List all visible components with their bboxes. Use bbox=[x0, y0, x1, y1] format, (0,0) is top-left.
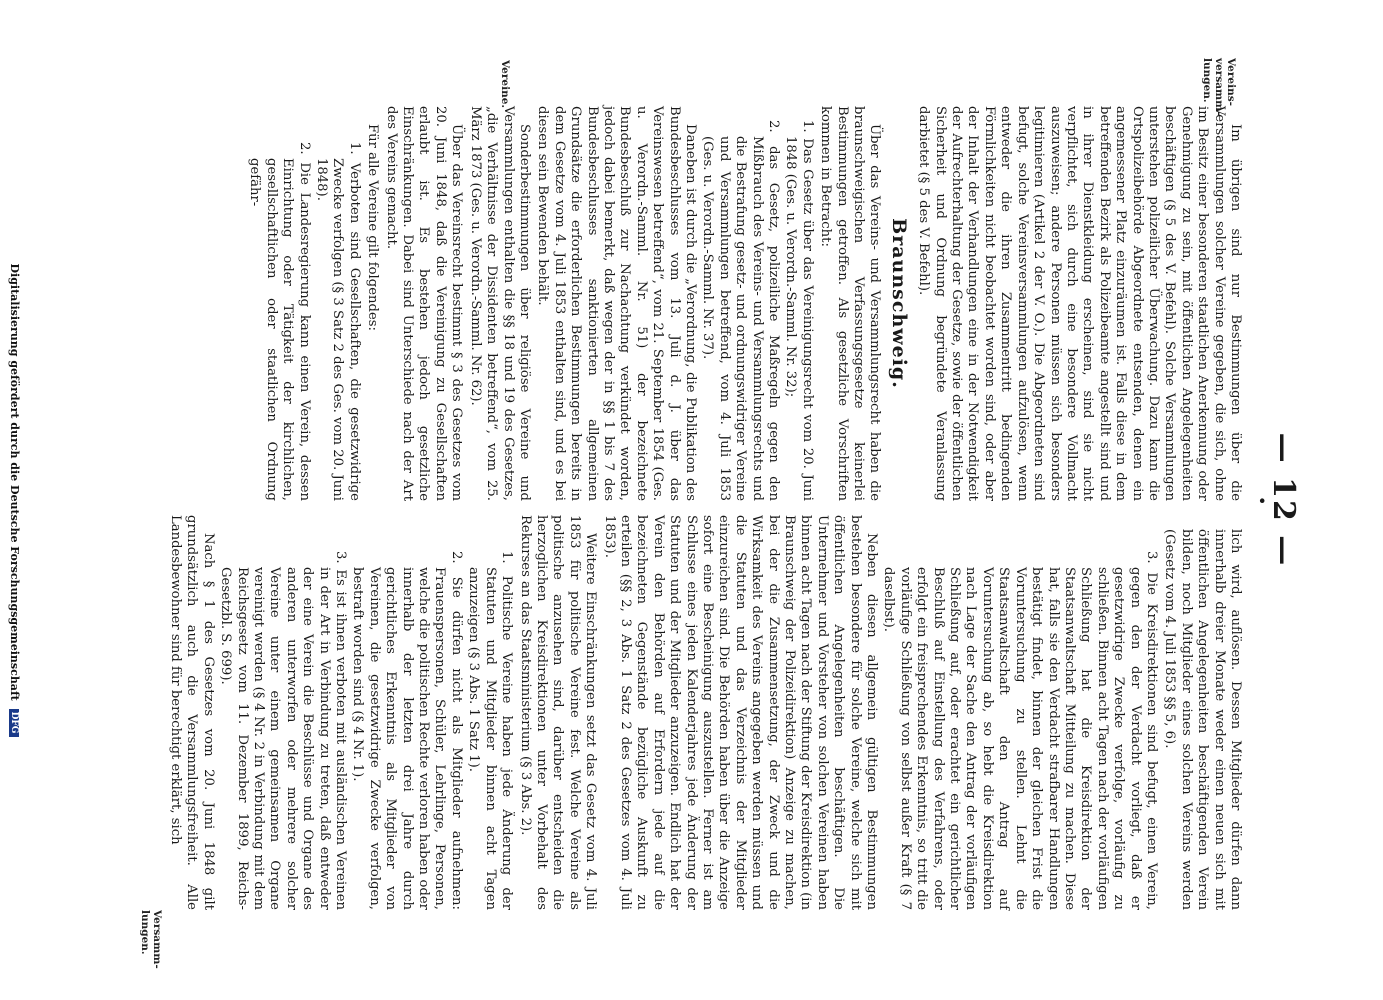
left-text-column bbox=[245, 106, 1243, 501]
dfg-logo: DFG bbox=[9, 709, 19, 737]
list-item: 1. Das Gesetz über das Vereinigungsrecht vom 20. Juni 1848 (Ges. u. Verordn.-Samml. Nr. 32); bbox=[783, 120, 815, 501]
paragraph: Sonderbestimmungen über religiöse Vereine und Versammlungen enthalten die §§ 18 und 19 des Gesetzes, „die Verhältnisse der Dissidenten betreffend“, vom 25. März 1873 (Ges. u. Verordn.-Samml. Nr. 62). bbox=[467, 106, 532, 501]
footer-text: Digitalisierung gefördert durch die Deutsche Forschungsgemeinschaft bbox=[8, 263, 21, 701]
digitization-credit bbox=[8, 0, 21, 1000]
paragraph: Über das Vereinsrecht bestimmt § 3 des Gesetzes vom 20. Juni 1848, daß die Vereinigung zu Gesellschaften erlaubt ist. Es bestehen jedoch gesetzliche Einschränkungen. Dabei sind Unterschiede nach der Art des Vereins gemacht. bbox=[383, 106, 465, 501]
list-item: 1. Verboten sind Gesellschaften, die gesetzwidrige Zwecke verfolgen (§ 3 Satz 2 des Ges. vom 20. Juni 1848). bbox=[314, 142, 362, 501]
ink-dot: • bbox=[1252, 496, 1271, 506]
list-item: 1. Politische Vereine haben jede Änderung der Statuten und Mitglieder binnen acht Tagen anzuzeigen (§ 3 Abs. 1 Satz 1). bbox=[466, 551, 515, 910]
list-item: 2. Sie dürfen nicht als Mitglieder aufnehmen: Frauenspersonen, Schüler, Lehrlinge, Personen, welche die politischen Rechte verloren haben oder innerhalb der letzten drei Jahre durch gerichtliches Erkenntnis als Mitglieder von Vereinen, die gesetzwidrige Zwecke verfolgen, bestraft worden sind (§ 4 Nr. 1). bbox=[350, 551, 464, 910]
paragraph: Daneben ist durch die „Verordnung, die Publikation des Bundesbeschlusses vom 13. Juli d. J. über das Vereinswesen betreffend“, vom 21. September 1854 (Ges. u. Verordn.-Samml. Nr. 51) der bezeichnete Bundesbeschluß zur Nachachtung verkündet worden, jedoch dabei bemerkt, daß wegen der in §§ 1 bis 7 des Bundesbeschlusses sanktionierten allgemeinen Grundsätze die erforderlichen Bestimmungen bereits in dem Gesetze vom 4. Juli 1853 enthalten sind, und es bei diesen sein Bewenden behält. bbox=[535, 106, 698, 501]
list-item: 3. Die Kreisdirektionen sind befugt, einen Verein, gegen den der Verdacht vorliegt, daß er gesetzwidrige Zwecke verfolge, vorläufig zu schließen. Binnen acht Tagen nach der vorläufigen Schließung hat die Kreisdirektion der Staatsanwaltschaft Mitteilung zu machen. Diese hat, falls sie den Verdacht strafbarer Handlungen bestätigt findet, binnen der gleichen Frist die Voruntersuchung zu stellen. Lehnt die Staatsanwaltschaft den Antrag auf Voruntersuchung ab, so hebt die Kreisdirektion nach Lage der Sache den Antrag der vorläufigen Schließung auf, oder erachtet ein gerichtlicher Beschluß auf Einstellung des Verfahrens, oder erfolgt ein freisprechendes Erkenntnis, so tritt die vorläufige Schließung von selbst außer Kraft (§ 7 daselbst). bbox=[881, 551, 1159, 910]
margin-note-vereinsversammlungen: Vereins- versamm- lungen. bbox=[1201, 58, 1237, 116]
paragraph: Weitere Einschränkungen setzt das Gesetz vom 4. Juli 1853 für politische Vereine fest. Welche Vereine als politische anzusehen sind, darüber entscheiden die herzoglichen Kreisdirektionen unter Vorbehalt des Rekurses an das Staatsministerium (§ 3 Abs. 2). bbox=[517, 515, 599, 910]
paragraph: Über das Vereins- und Versammlungsrecht haben die braunschweigischen Verfassungsgesetze keinerlei Bestimmungen getroffen. Als gesetzliche Vorschriften kommen in Betracht: bbox=[818, 106, 883, 501]
section-heading: Braunschweig. bbox=[887, 218, 910, 389]
paragraph: Neben diesen allgemein gültigen Bestimmungen bestehen besondere für solche Vereine, welche sich mit öffentlichen Angelegenheiten beschäftigen. Die Unternehmer und Vorsteher von solchen Vereinen haben binnen acht Tagen nach der Stiftung der Kreisdirektion (in Braunschweig der Polizeidirektion) Anzeige zu machen, bei der die Zusammensetzung, der Zweck und die Wirksamkeit des Vereins angegeben werden müssen und die Statuten und das Verzeichnis der Mitglieder einzureichen sind. Die Behörden haben über die Anzeige sofort eine Bescheinigung auszustellen. Ferner ist am Schlusse eines jeden Kalenderjahres jede Änderung der Statuten und der Mitglieder anzuzeigen. Endlich hat der Verein den Behörden auf Erfordern jede auf die bezeichneten Gegenstände bezügliche Auskunft zu erteilen (§§ 2, 3 Abs. 1 Satz 2 des Gesetzes vom 4. Juli 1853). bbox=[601, 515, 880, 910]
page-number: — 12 — bbox=[1266, 432, 1301, 568]
list-item: 2. das Gesetz, polizeiliche Maßregeln gegen den Mißbrauch des Vereins- und Versammlungsrechts und die Bestrafung gesetz- und ordnungswidriger Vereine und Versammlungen betreffend, vom 4. Juli 1853 (Ges. u. Verordn.-Samml. Nr. 37). bbox=[700, 120, 782, 501]
margin-note-versammlungen: Versamm- lungen. bbox=[139, 910, 163, 969]
right-text-column bbox=[165, 515, 1243, 910]
paragraph: Im übrigen sind nur Bestimmungen über die Versammlungen solcher Vereine gegeben, die sich, ohne im Besitz einer besonderen staatlichen Anerkennung oder Genehmigung zu sein, mit öffentlichen Angelegenheiten beschäftigen (§ 5 des V. Befehl). Solche Versammlungen unterstehen polizeilicher Überwachung. Dazu kann die Ortspolizeibehörde Abgeordnete entsenden, denen ein angemessener Platz einzuräumen ist. Falls diese in dem betreffenden Bezirk als Polizeibeamte angestellt sind und in ihrer Dienstkleidung erscheinen, sind sie nicht verpflichtet, sich durch eine besondere Vollmacht auszuweisen; andere Personen müssen sich besonders legitimieren (Artikel 2 der V. O.). Die Abgeordneten sind befugt, solche Vereinsversammlungen aufzulösen, wenn entweder die ihren Zusammentritt bedingenden Förmlichkeiten nicht beobachtet worden sind, oder aber der Inhalt der Verhandlungen eine in der Notwendigkeit der Aufrechterhaltung der Gesetze, sowie der öffentlichen Sicherheit und Ordnung begründete Veranlassung darbietet (§ 5 des V. Befehl). bbox=[916, 106, 1243, 501]
list-item: lich wird, auflösen. Dessen Mitglieder dürfen dann innerhalb dreier Monate weder einen neuen sich mit öffentlichen Angelegenheiten beschäftigenden Verein bilden, noch Mitglieder eines solchen Vereins werden (Gesetz vom 4. Juli 1853 §§ 5, 6). bbox=[1162, 529, 1243, 910]
margin-note-vereine: Vereine. bbox=[499, 60, 511, 109]
list-item: 2. Die Landesregierung kann einen Verein, dessen Einrichtung oder Tätigkeit der kirchlichen, gesellschaftlichen oder staatlichen Ordnung gefähr- bbox=[247, 142, 312, 501]
paragraph: Für alle Vereine gilt folgendes: bbox=[365, 124, 381, 331]
paragraph: Nach § 1 des Gesetzes vom 20. Juni 1848 gilt grundsätzlich auch die Versammlungsfreiheit. Alle Landesbewohner sind für berechtigt erklärt, sich bbox=[168, 515, 216, 910]
list-item: 3. Es ist ihnen verboten mit ausländischen Vereinen in der Art in Verbindung zu treten, daß entweder der eine Verein die Beschlüsse und Organe des anderen unterworfen oder mehrere solcher Vereine unter einem gemeinsamen Organe vereinigt werden (§ 4 Nr. 2 in Verbindung mit dem Reichsgesetz vom 11. Dezember 1899, Reichs-Gesetzbl. S. 699). bbox=[218, 551, 349, 910]
